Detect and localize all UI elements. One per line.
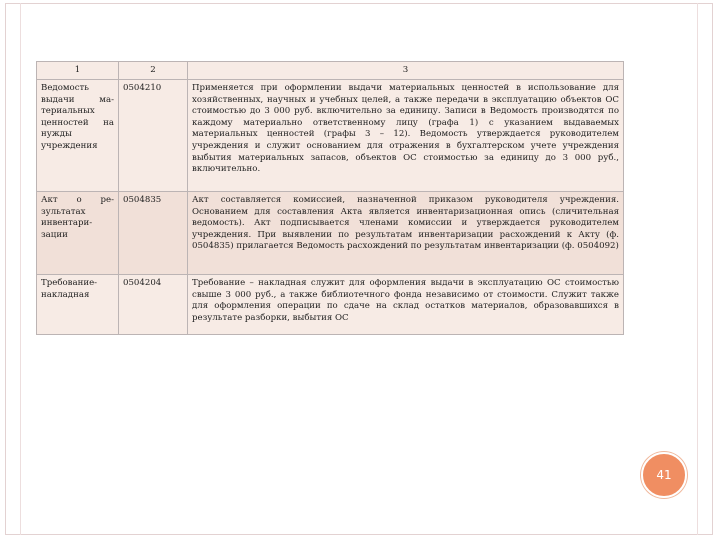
document-name-cell: Требование-накладная [37, 275, 119, 335]
frame-right-line [697, 3, 698, 535]
frame-left-line [20, 3, 21, 535]
form-code-cell: 0504204 [119, 275, 188, 335]
table-header-row [37, 62, 624, 80]
description-cell: Акт составляется комиссией, назначенной приказом руководителя учреждения. Основанием для составления Акта является инвентаризационная опись (сличительная ведомость). Акт подписывается членами комиссии и утверждается руководителем учреждения. При выявлении по результатам инвентаризации расхождений к Акту (ф. 0504835) прилагается Ведомость расхождений по результатам инвентаризации (ф. 0504092) [188, 192, 624, 275]
form-code-cell: 0504835 [119, 192, 188, 275]
table-row [37, 80, 624, 192]
header-cell-2: 2 [119, 62, 188, 80]
document-name-cell: Ведомость выдачи материальных ценностей на нужды учреждения [37, 80, 119, 192]
table-row [37, 275, 624, 335]
page-number: 41 [656, 468, 672, 482]
document-table [36, 61, 624, 335]
header-cell-3: 3 [188, 62, 624, 80]
description-cell: Применяется при оформлении выдачи материальных ценностей в использование для хозяйственных, научных и учебных целей, а также передачи в эксплуатацию объектов ОС стоимостью до 3 000 руб. включительно за единицу. Записи в Ведомость производятся по каждому материально ответственному лицу (графа 1) с указанием выдаваемых материальных ценностей (графы 3 – 12). Ведомость утверждается руководителем учреждения и служит основанием для отражения в бухгалтерском учете учреждения выбытия материальных запасов, объектов ОС стоимостью за единицу до 3 000 руб., включительно. [188, 80, 624, 192]
header-cell-1: 1 [37, 62, 119, 80]
document-name-cell: Акт о результатах инвентаризации [37, 192, 119, 275]
table-row [37, 192, 624, 275]
description-cell: Требование – накладная служит для оформления выдачи в эксплуатацию ОС стоимостью свыше 3 000 руб., а также библиотечного фонда независимо от стоимости. Служит также для оформления операции по сдаче на склад остатков материалов, образовавшихся в результате разборки, выбытия ОС [188, 275, 624, 335]
page-number-badge [641, 452, 687, 498]
form-code-cell: 0504210 [119, 80, 188, 192]
